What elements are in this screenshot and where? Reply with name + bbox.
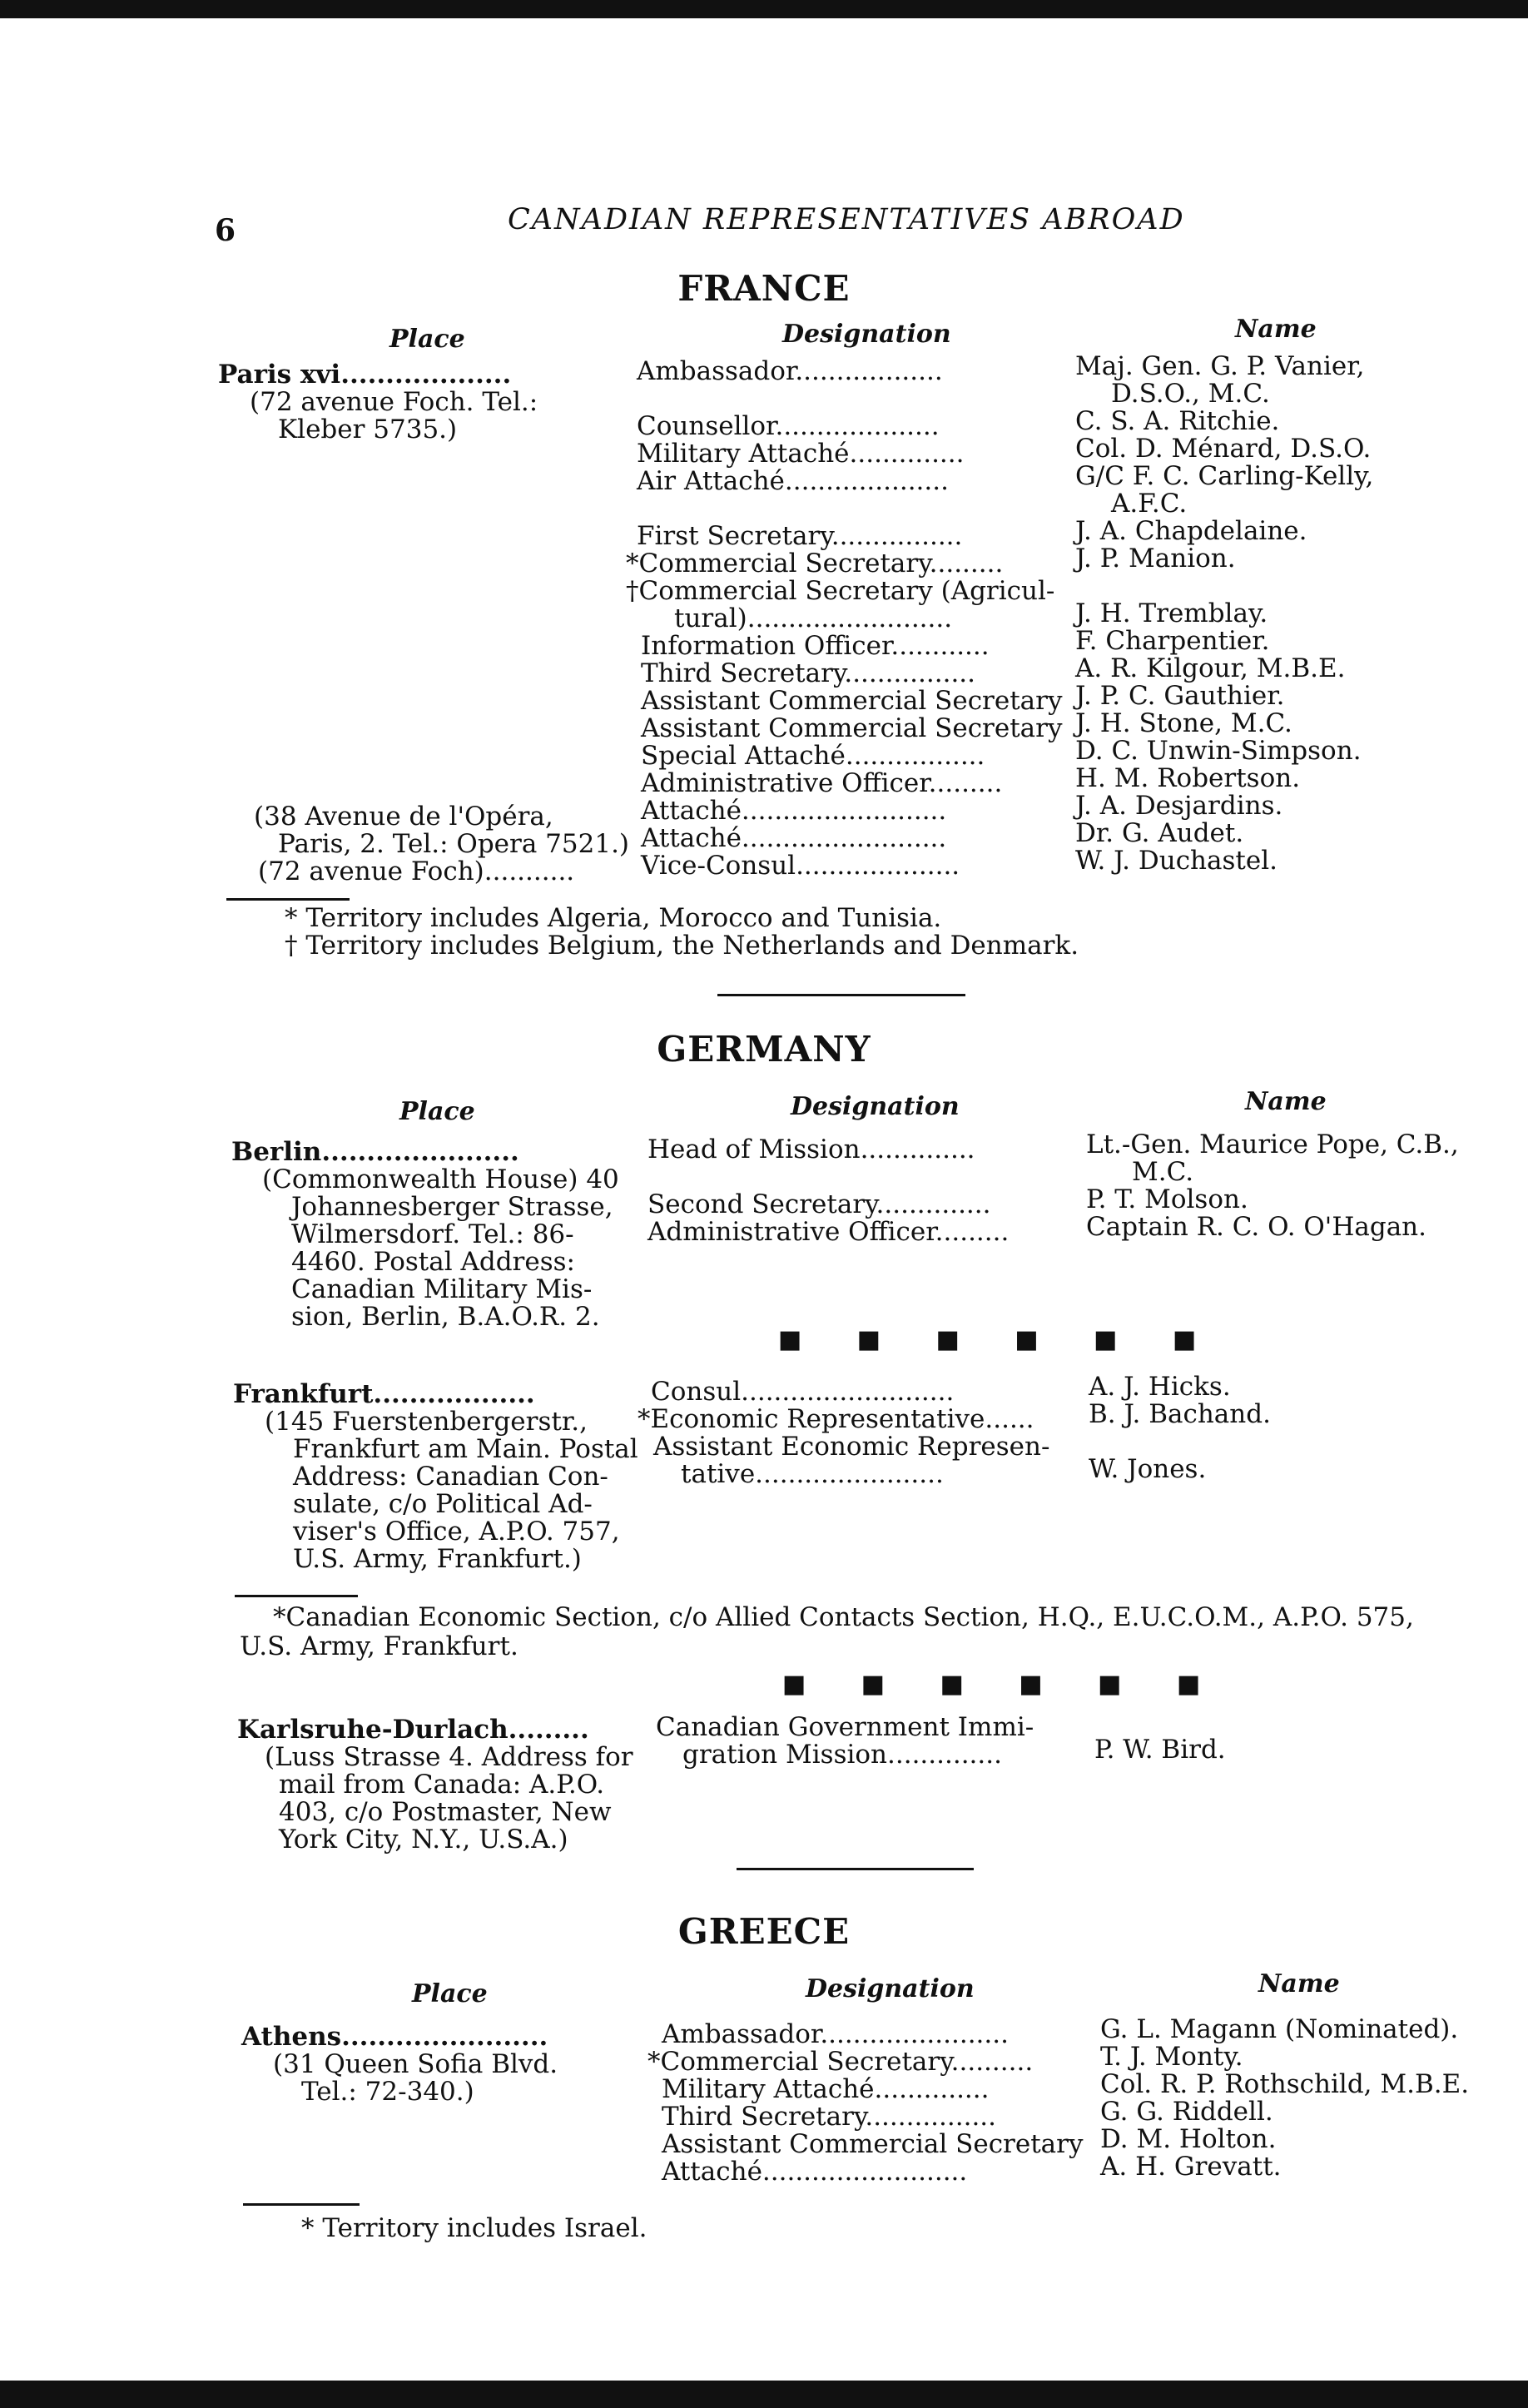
designation: Information Officer............ (641, 631, 990, 661)
place-address: York City, N.Y., U.S.A.) (279, 1825, 568, 1854)
official-name: C. S. A. Ritchie. (1075, 406, 1280, 436)
place-address: Frankfurt am Main. Postal (293, 1434, 638, 1464)
place-address: Kleber 5735.) (278, 415, 458, 444)
designation: Assistant Commercial Secretary (641, 686, 1063, 716)
official-name: B. J. Bachand. (1089, 1399, 1271, 1429)
col-header-designation: Designation (806, 1974, 975, 2003)
designation: First Secretary................ (637, 521, 963, 551)
place-address: sion, Berlin, B.A.O.R. 2. (291, 1302, 600, 1332)
designation: Canadian Government Immi- (656, 1712, 1034, 1742)
official-name: G/C F. C. Carling-Kelly, (1075, 461, 1374, 491)
section-divider (737, 1868, 974, 1870)
place-frankfurt: Frankfurt.................. (233, 1379, 535, 1409)
place-address: viser's Office, A.P.O. 757, (293, 1517, 620, 1547)
place-paris: Paris xvi................... (218, 360, 512, 390)
section-title-greece: GREECE (677, 1911, 851, 1952)
designation: Air Attaché.................... (637, 466, 949, 496)
official-name: W. Jones. (1089, 1454, 1207, 1484)
col-header-place: Place (412, 1979, 488, 2008)
designation: *Commercial Secretary......... (626, 549, 1004, 578)
place-address: (72 avenue Foch. Tel.: (250, 387, 538, 417)
col-header-designation: Designation (791, 1092, 960, 1121)
section-divider (717, 994, 965, 996)
footnote: * Territory includes Algeria, Morocco and Tunisia. (285, 903, 942, 933)
footnote: † Territory includes Belgium, the Netherlands and Denmark. (285, 931, 1079, 961)
designation: tative....................... (681, 1459, 944, 1489)
designation: Administrative Officer......... (647, 1217, 1010, 1247)
designation: Attaché......................... (641, 823, 947, 853)
designation: *Economic Representative...... (637, 1404, 1034, 1434)
official-name: G. L. Magann (Nominated). (1100, 2014, 1459, 2044)
col-header-name: Name (1258, 1969, 1340, 1998)
designation: Vice-Consul.................... (641, 851, 960, 881)
official-name: M.C. (1132, 1157, 1194, 1187)
designation: Head of Mission.............. (647, 1134, 975, 1164)
place-athens: Athens....................... (241, 2022, 548, 2052)
place-address: (31 Queen Sofia Blvd. (273, 2049, 558, 2079)
official-name: G. G. Riddell. (1100, 2097, 1273, 2127)
official-name: D. M. Holton. (1100, 2124, 1277, 2154)
place-address: 4460. Postal Address: (291, 1247, 575, 1277)
place-address: (145 Fuerstenbergerstr., (265, 1407, 588, 1437)
col-header-place: Place (399, 1097, 475, 1126)
col-header-place: Place (389, 325, 465, 354)
designation: Second Secretary.............. (647, 1189, 991, 1219)
footnote: U.S. Army, Frankfurt. (240, 1631, 518, 1661)
section-title-germany: GERMANY (657, 1029, 871, 1070)
designation: Attaché......................... (641, 796, 947, 826)
place-address: (38 Avenue de l'Opéra, (254, 802, 553, 832)
place-address: Paris, 2. Tel.: Opera 7521.) (278, 829, 630, 859)
official-name: Col. R. P. Rothschild, M.B.E. (1100, 2069, 1470, 2099)
col-header-name: Name (1245, 1087, 1327, 1116)
designation: Administrative Officer......... (641, 768, 1003, 798)
designation: Ambassador....................... (662, 2019, 1009, 2049)
separator-dots: ■ ■ ■ ■ ■ ■ (778, 1325, 1220, 1354)
official-name: J. H. Stone, M.C. (1075, 708, 1292, 738)
designation: Assistant Commercial Secretary (641, 713, 1063, 743)
col-header-designation: Designation (782, 320, 951, 349)
designation: Attaché......................... (662, 2157, 968, 2187)
official-name: J. P. Manion. (1075, 544, 1236, 573)
page-number: 6 (215, 213, 236, 248)
official-name: Col. D. Ménard, D.S.O. (1075, 434, 1372, 464)
place-address: Johannesberger Strasse, (291, 1192, 613, 1222)
designation: Consul.......................... (651, 1377, 955, 1407)
place-berlin: Berlin...................... (231, 1137, 519, 1167)
official-name: P. W. Bird. (1094, 1735, 1226, 1765)
official-name: D.S.O., M.C. (1111, 379, 1270, 409)
designation: Assistant Commercial Secretary (662, 2129, 1084, 2159)
official-name: A. R. Kilgour, M.B.E. (1075, 653, 1346, 683)
official-name: J. A. Desjardins. (1075, 791, 1283, 821)
footnote: *Canadian Economic Section, c/o Allied Contacts Section, H.Q., E.U.C.O.M., A.P.O. 575, (273, 1602, 1414, 1632)
place-address: mail from Canada: A.P.O. (279, 1770, 605, 1800)
place-address: Address: Canadian Con- (293, 1462, 608, 1492)
designation: gration Mission.............. (682, 1740, 1002, 1770)
place-address: (72 avenue Foch)........... (258, 856, 575, 886)
official-name: Maj. Gen. G. P. Vanier, (1075, 351, 1365, 381)
footnote-rule (243, 2203, 360, 2206)
official-name: J. H. Tremblay. (1075, 598, 1268, 628)
official-name: P. T. Molson. (1086, 1184, 1248, 1214)
designation: †Commercial Secretary (Agricul- (626, 576, 1055, 606)
official-name: J. A. Chapdelaine. (1075, 516, 1307, 546)
official-name: A. H. Grevatt. (1100, 2152, 1282, 2182)
official-name: Captain R. C. O. O'Hagan. (1086, 1212, 1426, 1242)
designation: Ambassador.................. (637, 356, 943, 386)
official-name: Lt.-Gen. Maurice Pope, C.B., (1086, 1130, 1459, 1159)
designation: Assistant Economic Represen- (653, 1432, 1050, 1462)
official-name: F. Charpentier. (1075, 626, 1270, 656)
designation: Special Attaché................. (641, 741, 985, 771)
place-karlsruhe: Karlsruhe-Durlach......... (237, 1715, 589, 1745)
designation: tural)......................... (674, 603, 953, 633)
official-name: J. P. C. Gauthier. (1075, 681, 1285, 711)
place-address: Canadian Military Mis- (291, 1274, 593, 1304)
place-address: Wilmersdorf. Tel.: 86- (291, 1219, 574, 1249)
scan-top-border (0, 0, 1528, 18)
official-name: A. J. Hicks. (1089, 1372, 1231, 1402)
footnote-rule (226, 898, 350, 901)
running-title: CANADIAN REPRESENTATIVES ABROAD (508, 203, 1185, 236)
official-name: H. M. Robertson. (1075, 763, 1301, 793)
designation: Military Attaché.............. (662, 2074, 990, 2104)
official-name: T. J. Monty. (1100, 2042, 1243, 2072)
official-name: D. C. Unwin-Simpson. (1075, 736, 1362, 766)
designation: Counsellor.................... (637, 411, 940, 441)
place-address: (Commonwealth House) 40 (262, 1164, 619, 1194)
designation: Third Secretary................ (641, 658, 976, 688)
designation: *Commercial Secretary.......... (647, 2047, 1034, 2077)
official-name: Dr. G. Audet. (1075, 818, 1244, 848)
place-address: sulate, c/o Political Ad- (293, 1489, 593, 1519)
separator-dots: ■ ■ ■ ■ ■ ■ (782, 1670, 1224, 1699)
footnote-rule (235, 1595, 358, 1597)
official-name: W. J. Duchastel. (1075, 846, 1277, 876)
place-address: (Luss Strasse 4. Address for (265, 1742, 633, 1772)
place-address: U.S. Army, Frankfurt.) (293, 1544, 582, 1574)
section-title-france: FRANCE (677, 268, 851, 309)
footnote: * Territory includes Israel. (301, 2213, 647, 2243)
designation: Military Attaché.............. (637, 439, 965, 469)
designation: Third Secretary................ (662, 2102, 997, 2132)
official-name: A.F.C. (1111, 489, 1188, 519)
col-header-name: Name (1235, 315, 1317, 344)
place-address: Tel.: 72-340.) (301, 2077, 474, 2107)
scan-bottom-border (0, 2381, 1528, 2408)
place-address: 403, c/o Postmaster, New (279, 1797, 612, 1827)
